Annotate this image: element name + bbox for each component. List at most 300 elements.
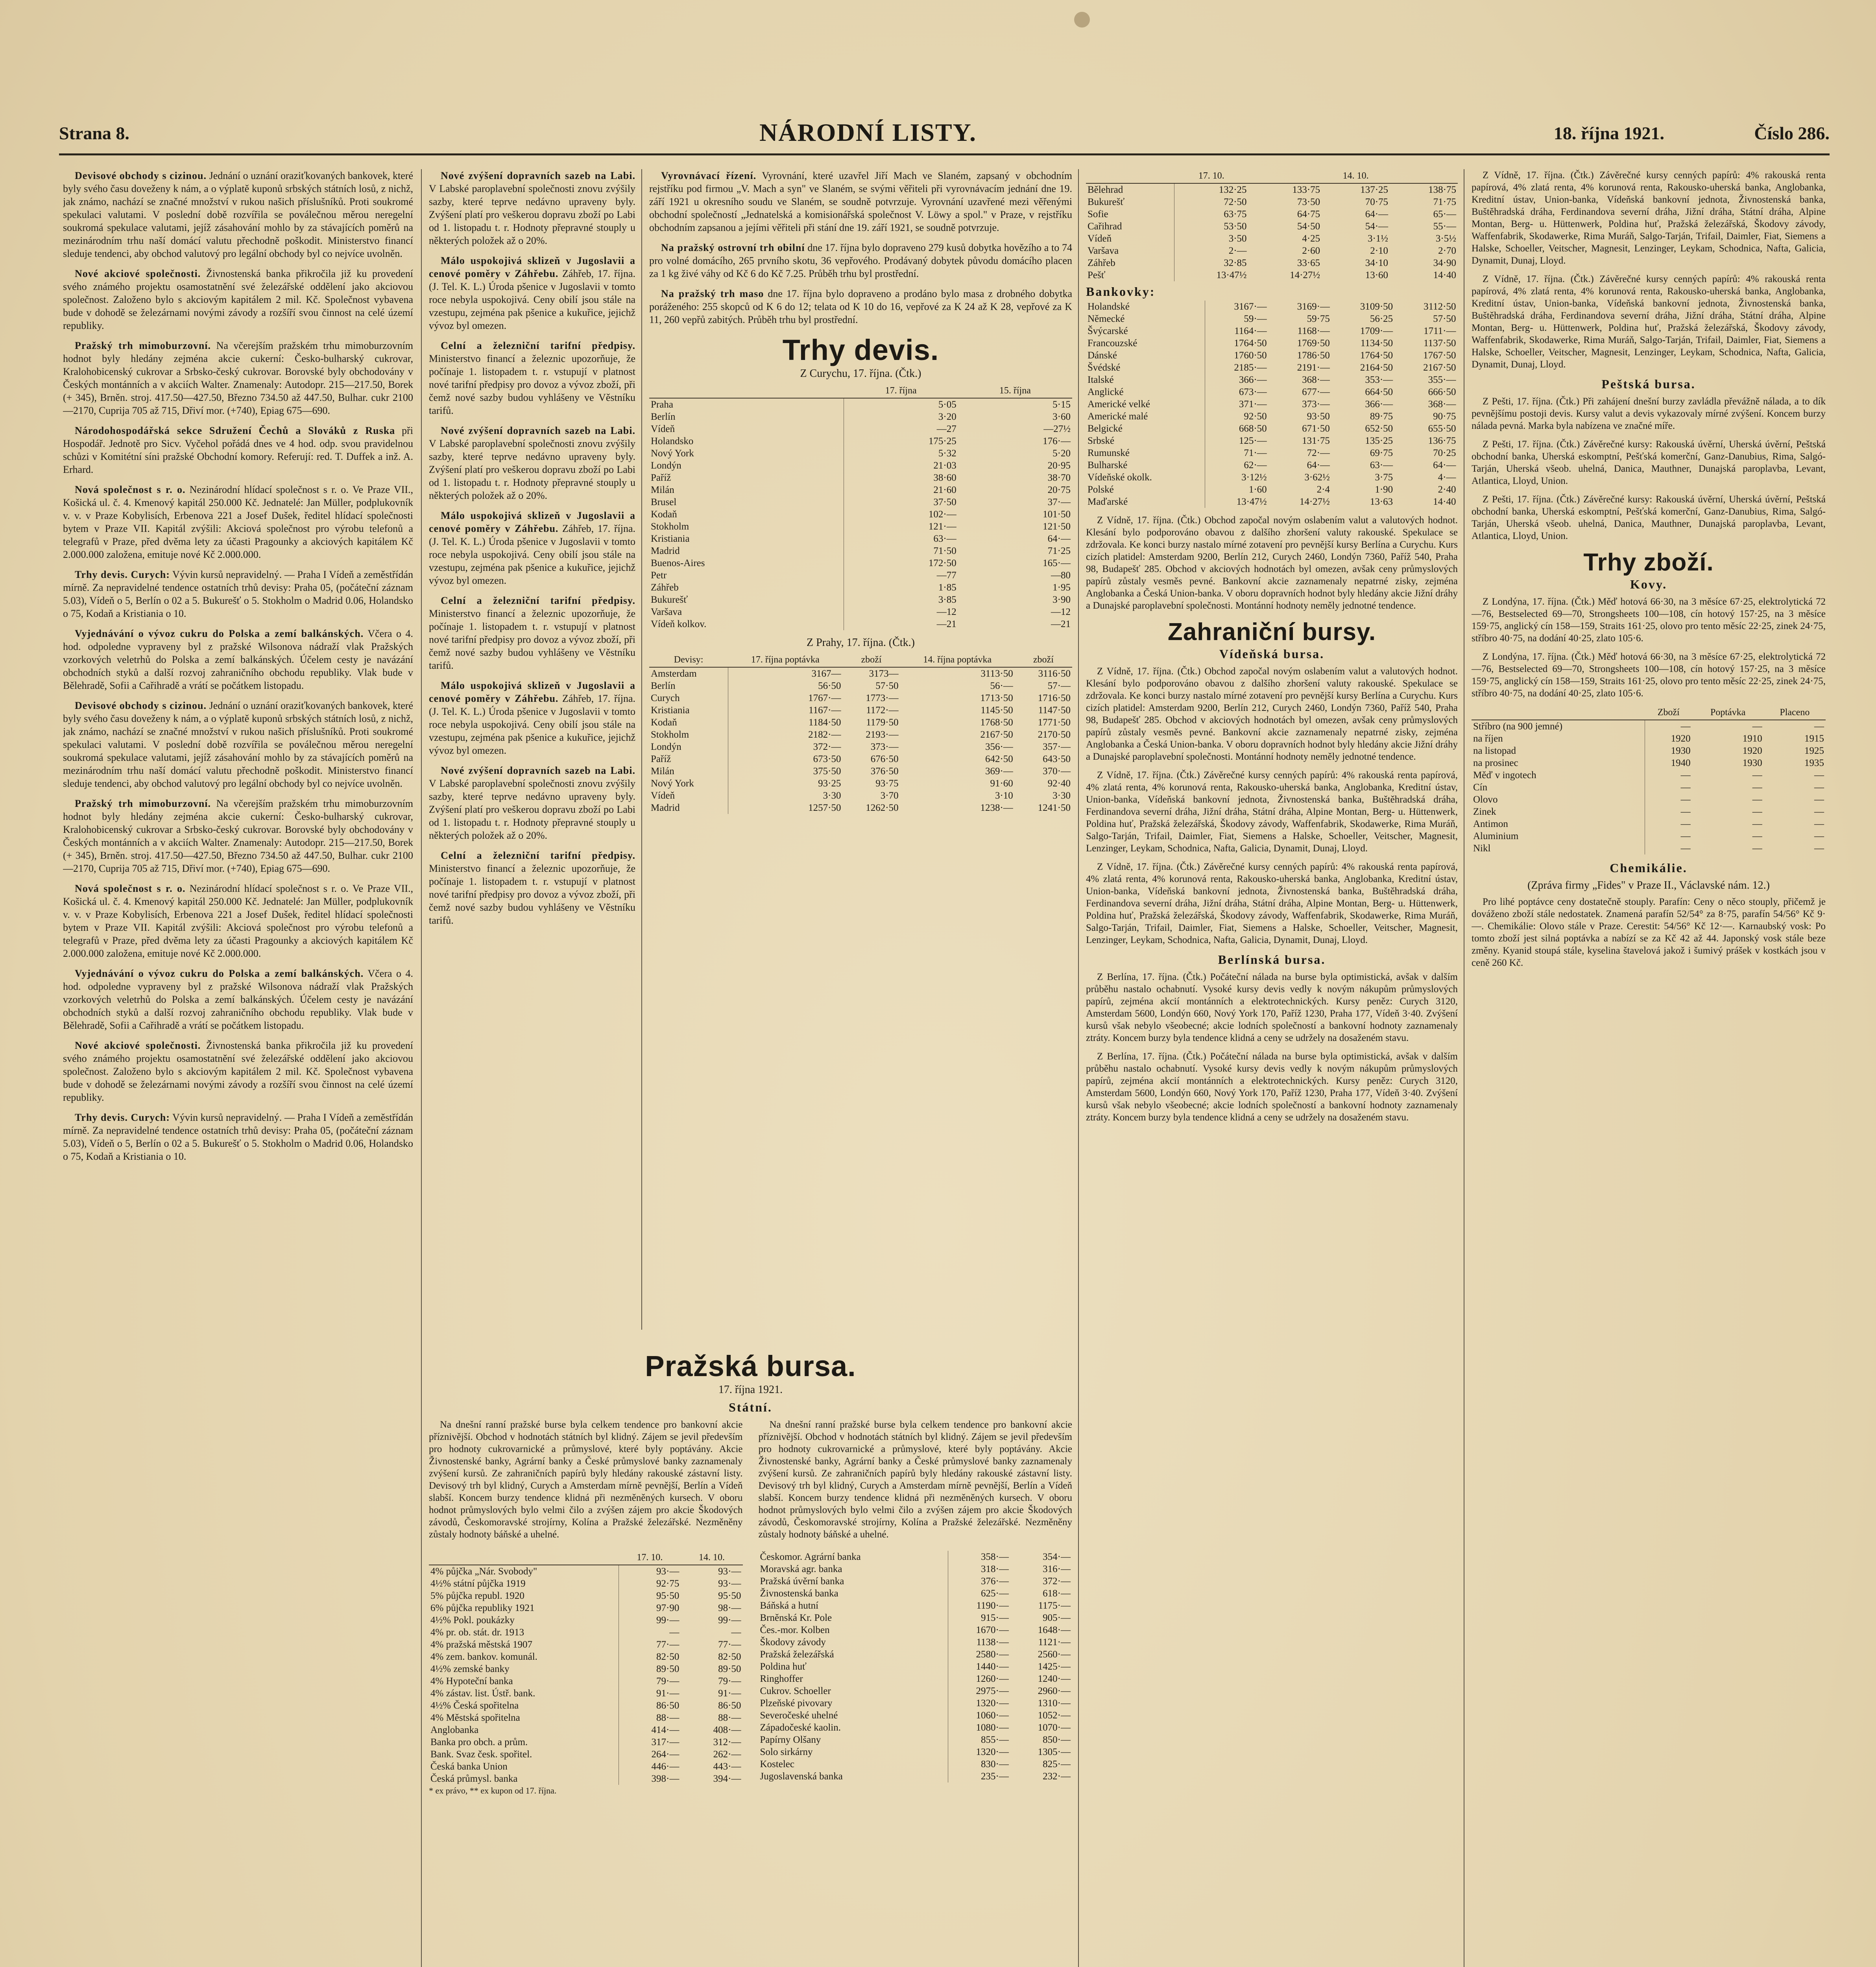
table-row <box>649 618 1072 630</box>
table-cell: 1771·50 <box>1038 717 1071 728</box>
row-label: Banka pro obch. a prům. <box>429 1736 619 1748</box>
table-cell: 1134·50 <box>1360 338 1393 349</box>
table-cell: 97·90 <box>656 1603 679 1613</box>
table-cell: 82·50 <box>718 1651 741 1662</box>
table-cell: 55·— <box>1433 221 1456 232</box>
table-cell: 1910 <box>1742 733 1762 744</box>
table-row <box>649 606 1072 618</box>
table-cell: 318·— <box>981 1564 1009 1574</box>
table-cell: 1940 <box>1671 758 1691 768</box>
table-row <box>649 533 1072 545</box>
bankovky-table <box>1086 301 1458 508</box>
table-cell: 357·— <box>1043 742 1071 752</box>
table-cell: 1052·— <box>1038 1710 1071 1721</box>
table-cell: 69·75 <box>1370 448 1393 458</box>
table-row <box>1086 410 1458 423</box>
table-cell: 64·— <box>1047 533 1071 544</box>
row-label: Záhřeb <box>649 581 844 594</box>
table-cell: 618·— <box>1043 1588 1071 1599</box>
table-cell: 5·05 <box>938 399 956 410</box>
table-cell: 38·60 <box>933 472 956 483</box>
table-cell: 3·30 <box>823 790 841 801</box>
table-cell: 414·— <box>651 1725 679 1735</box>
table-cell: 354·— <box>1043 1552 1071 1562</box>
table-cell: 71·50 <box>933 546 956 556</box>
row-label: Živnostenská banka <box>759 1587 948 1600</box>
row-label: Čes.-mor. Kolben <box>759 1624 948 1636</box>
article: Na pražský ostrovní trh obilní dne 17. října bylo dopraveno 279 kusů dobytka hovězího a to 74 pro volné domácího, 265 prvního skotu, 36 vepřového. Prodávaný dobytek původu domácího placen za 1 kg živé váhy od Kč 6 do Kč 7.25. Průběh trhu byl prostřední. <box>649 242 1072 279</box>
row-label: Stokholm <box>649 729 728 741</box>
table-cell: 1320·— <box>976 1698 1009 1709</box>
row-label: Bělehrad <box>1086 183 1174 196</box>
table-cell: 95·50 <box>656 1591 679 1601</box>
row-label: Srbské <box>1086 435 1205 447</box>
table-cell: 355·— <box>1428 375 1456 385</box>
row-label: Belgické <box>1086 423 1205 435</box>
table-cell: 4·— <box>1438 472 1456 483</box>
row-label: Paříž <box>649 753 728 765</box>
row-label: Madrid <box>649 802 728 814</box>
table-cell: 3116·50 <box>1038 668 1071 679</box>
table-cell: 62·— <box>1244 460 1267 471</box>
table-cell: 1121·— <box>1038 1637 1071 1648</box>
col-header: Placeno <box>1764 706 1826 720</box>
table-row <box>759 1685 1073 1697</box>
table-cell: 93·25 <box>818 778 841 789</box>
table-cell: 13·60 <box>1365 270 1389 280</box>
issue-number: Číslo 286. <box>1754 123 1830 143</box>
table-cell: — <box>731 1627 741 1638</box>
row-label: Bukurešť <box>649 594 844 606</box>
table-cell: 642·50 <box>985 754 1013 764</box>
viden-report: Z Vídně, 17. října. (Čtk.) Obchod započal novým oslabením valut a valutových hodnot. Klesání bylo podporováno obavou z dalšího zhoršení valuty rakouské. Spekulace se zdržovala. Ke konci burzy nastalo mírné zotavení pro pevnější kursy Berlína a Curychu. Kurs cizích platidel: Amsterdam 9200, Berlín 212, Curych 2460, Londýn 7360, Paříž 540, Praha 98, Budapešť 285. Obchod v akciových hodnotách byl omezen, avšak ceny průmyslových papírů zůstaly vesměs pevné. Bankovní akcie zaznamenaly nepatrné zisky, zejména Anglobanka a Česká Union-banka. V oboru dopravních hodnot byly hledány akcie Jižní dráhy a Dunajské paroplavební společnosti. Montánní hodnoty neměly jednotné tendence. Z Vídně, 17. října. (Čtk.) Závěrečné kursy cenných papírů: 4% rakouská renta papírová, 4% zlatá renta, 4% korunová renta, Rakousko-uherská banka, Anglobanka, Kreditní ústav, Union-banka, Vídeňská bankovní jednota, Živnostenská banka, Buštěhradská dráha, Ferdinandova severní dráha, Jižní dráha, Státní dráha, Alpine Montan, Berg- u. Hüttenwerk, Poldina huť, Pražská železářská, Škodovy závody, Waffenfabrik, Skodawerke, Rima Muráň, Salgo-Tarján, Trifail, Daimler, Fiat, Siemens a Halske, Schoeller, Veitscher, Magnesit, Lenzinger, Leykam, Schodnica, Nafta, Galicia, Dynamit, Dunaj, Lloyd. Z Vídně, 17. října. (Čtk.) Závěrečné kursy cenných papírů: 4% rakouská renta papírová, 4% zlatá renta, 4% korunová renta, Rakousko-uherská banka, Anglobanka, Kreditní ústav, Union-banka, Vídeňská bankovní jednota, Živnostenská banka, Buštěhradská dráha, Ferdinandova severní dráha, Jižní dráha, Státní dráha, Alpine Montan, Berg- u. Hüttenwerk, Poldina huť, Pražská železářská, Škodovy závody, Waffenfabrik, Skodawerke, Rima Muráň, Salgo-Tarján, Trifail, Daimler, Fiat, Siemens a Halske, Schoeller, Veitscher, Magnesit, Lenzinger, Leykam, Schodnica, Nafta, Galicia, Dynamit, Dunaj, Lloyd. <box>1086 666 1458 945</box>
table-cell: 1070·— <box>1038 1722 1071 1733</box>
table-cell: 372·— <box>813 742 841 752</box>
table-cell: 664·50 <box>1365 387 1393 397</box>
table-row <box>1472 720 1826 733</box>
table-cell: 1768·50 <box>980 717 1013 728</box>
row-label: Berlín <box>649 411 844 423</box>
article: Národohospodářská sekce Sdružení Čechů a Slováků z Ruska při Hospodář. Jednotě pro Sicv. Vyčehol pořádá dnes ve 4 hod. odp. svou pravidelnou schůzi v Komitétní síni pražské Obchodní komory. Referují: red. T. Duffek a inž. A. Erhard. <box>63 425 413 475</box>
table-cell: 2·70 <box>1438 245 1456 256</box>
table-cell: 1713·50 <box>980 693 1013 703</box>
table-cell: 93·— <box>656 1566 679 1577</box>
bursa-footnote: * ex právo, ** ex kupon od 17. října. <box>429 1786 557 1795</box>
table-cell: 372·— <box>1043 1576 1071 1587</box>
row-label: Americké malé <box>1086 410 1205 423</box>
table-row <box>759 1636 1073 1648</box>
table-cell: 1238·— <box>980 803 1013 813</box>
table-cell: 673·50 <box>813 754 841 764</box>
table-row <box>759 1673 1073 1685</box>
row-label: Polské <box>1086 483 1205 496</box>
table-cell: — <box>1752 819 1762 829</box>
table-cell: 1320·— <box>976 1747 1009 1757</box>
table-cell: 394·— <box>713 1773 741 1784</box>
table-cell: 54·50 <box>1297 221 1320 232</box>
table-cell: 71·75 <box>1433 197 1456 207</box>
table-cell: 125·— <box>1239 435 1267 446</box>
table-cell: 54·— <box>1365 221 1389 232</box>
table-row <box>1086 232 1458 245</box>
table-cell: 652·50 <box>1365 423 1393 434</box>
table-row <box>1086 374 1458 386</box>
table-row <box>759 1551 1073 1563</box>
article: Vyjednávání o vývoz cukru do Polska a zemí balkánských. Včera o 4. hod. odpoledne vypraveny byl z pražské Wilsonova nádraží vlak Pražských vzorkových veletrhů do Polska a zemí balkánských. Účelem cesty je navázání obchodních styků a další rozvoj zahraničního obchodu republiky. Vlak bude v Bělehradě, Sofii a Cařihradě a vrátí se počátkem listopadu. <box>63 628 413 691</box>
row-label: Báňská a hutní <box>759 1600 948 1612</box>
row-label: Vídeň <box>649 423 844 435</box>
row-label: Škodovy závody <box>759 1636 948 1648</box>
table-row <box>649 411 1072 423</box>
table-cell: 2193·— <box>866 729 899 740</box>
table-cell: 376·— <box>981 1576 1009 1587</box>
pest-report: Z Pešti, 17. října. (Čtk.) Při zahájení dnešní burzy zavládla převážně nálada, a to dík pevnějšímu postoji devis. Kursy valut a devis vykazovaly mírné zvýšení. Koncem burzy nálada pevná. Marka byla nabízena ve značné míře. Z Pešti, 17. října. (Čtk.) Závěrečné kursy: Rakouská úvěrní, Uherská úvěrní, Peštská obchodní banka, Uherská eskomptní, Pešťská komerční, Ganz-Danubius, Rima, Salgó-Tarján, Uherská všeob. uhelná, Danica, Mauthner, Dunajská paroplavba, Levant, Atlantica, Lloyd, Union. Z Pešti, 17. října. (Čtk.) Závěrečné kursy: Rakouská úvěrní, Uherská úvěrní, Peštská obchodní banka, Uherská eskomptní, Pešťská komerční, Ganz-Danubius, Rima, Salgó-Tarján, Uherská všeob. uhelná, Danica, Mauthner, Dunajská paroplavba, Levant, Atlantica, Lloyd, Union. <box>1472 396 1826 541</box>
table-cell: — <box>1814 831 1824 841</box>
row-label: na prosinec <box>1472 757 1645 769</box>
table-cell: 3·85 <box>938 594 956 605</box>
table-row <box>1086 245 1458 257</box>
row-label: 4½% zemské banky <box>429 1663 619 1675</box>
row-label: Ringhoffer <box>759 1673 948 1685</box>
table-row <box>1086 313 1458 325</box>
table-row <box>429 1699 743 1712</box>
table-cell: 398·— <box>651 1773 679 1784</box>
table-row <box>759 1563 1073 1575</box>
section-title-trhy-zbozi: Trhy zboží. <box>1583 549 1714 576</box>
article: Na pražský trh maso dne 17. října bylo dopraveno a prodáno bylo masa z drobného dobytka poráženého: 255 skopců od K 6 do 12; telata od K 10 do 16, vepřové za K 24 až K 28, vepřové za K 11, 260 vepřů zabitých. Průběh trhu byl prostřední. <box>649 288 1072 325</box>
row-label: Petr <box>649 569 844 581</box>
table-cell: 56·50 <box>818 681 841 691</box>
table-cell: 33·65 <box>1297 258 1320 268</box>
table-cell: 65·— <box>1433 209 1456 220</box>
table-row <box>649 496 1072 508</box>
table-row <box>429 1736 743 1748</box>
table-cell: 358·— <box>981 1552 1009 1562</box>
table-cell: 1930 <box>1671 745 1691 756</box>
table-cell: 59·— <box>1244 314 1267 324</box>
row-label: Holandské <box>1086 301 1205 313</box>
table-cell: 95·50 <box>718 1591 741 1601</box>
col-header: Poptávka <box>1692 706 1764 720</box>
table-row <box>759 1758 1073 1770</box>
row-label: Plzeňské pivovary <box>759 1697 948 1709</box>
table-row <box>759 1734 1073 1746</box>
table-row <box>1472 793 1826 806</box>
table-row <box>429 1724 743 1736</box>
table-cell: 91·— <box>656 1688 679 1699</box>
col-header: Devisy: <box>649 653 728 667</box>
chemikalie-report: Pro lihé poptávce ceny dostatečně stouply. Parafín: Ceny o něco stouply, přičemž je dováženo zboží stále nedostatek. Znamená parafín 52/54° za 8·75, parafín 54/56° Kč 9·—. Chemikálie: Olovo stále v Praze. Cerestit: 54/56° Kč 12·—. Karnaubský vosk: Po tomto zboží jest silná poptávka a nabízí se za Kč 42 až 44. Japonský vosk stále beze změny. Kyanid stoupá stále, kyselina štavelová jakož i šumivý prášek v kostkách jsou v ceně 260 Kč. <box>1472 897 1826 968</box>
row-label: Západočeské kaolin. <box>759 1722 948 1734</box>
table-row <box>649 777 1072 790</box>
table-row <box>1086 196 1458 208</box>
table-cell: —80 <box>1051 570 1071 581</box>
row-label: Nový York <box>649 447 844 459</box>
table-cell: 2580·— <box>976 1649 1009 1660</box>
table-cell: 77·— <box>656 1639 679 1650</box>
row-label: Rumunské <box>1086 447 1205 459</box>
row-label: 4% Městská spořitelna <box>429 1712 619 1724</box>
row-label: 6% půjčka republiky 1921 <box>429 1602 619 1614</box>
table-cell: — <box>1680 721 1691 732</box>
row-label: Paříž <box>649 472 844 484</box>
table-cell: 1262·50 <box>866 803 899 813</box>
table-cell: 1915 <box>1804 733 1824 744</box>
col-header <box>429 1551 619 1565</box>
row-label: Americké velké <box>1086 398 1205 410</box>
table-row <box>649 581 1072 594</box>
row-label: Vídeň <box>1086 232 1174 245</box>
table-cell: 3112·50 <box>1424 301 1456 312</box>
table-cell: 666·50 <box>1428 387 1456 397</box>
table-cell: 2560·— <box>1038 1649 1071 1660</box>
table-cell: 671·50 <box>1302 423 1330 434</box>
table-cell: 1172·— <box>866 705 899 716</box>
row-label: Londýn <box>649 459 844 472</box>
table-cell: 13·47½ <box>1216 270 1247 280</box>
table-cell: 2·60 <box>1302 245 1320 256</box>
table-row <box>759 1709 1073 1722</box>
table-cell: 668·50 <box>1239 423 1267 434</box>
table-cell: 376·50 <box>870 766 899 777</box>
col-header: 15. října <box>958 384 1072 398</box>
row-label: Švýcarské <box>1086 325 1205 337</box>
row-label: na říjen <box>1472 733 1645 745</box>
table-cell: 3·30 <box>1052 790 1071 801</box>
table-cell: 235·— <box>981 1771 1009 1782</box>
table-cell: 375·50 <box>813 766 841 777</box>
table-cell: 92·40 <box>1047 778 1071 789</box>
article: Vyjednávání o vývoz cukru do Polska a zemí balkánských. Včera o 4. hod. odpoledne vypraveny byl z pražské Wilsonova nádraží vlak Pražských vzorkových veletrhů do Polska a zemí balkánských. Účelem cesty je navázání obchodních styků a další rozvoj zahraničního obchodu republiky. Vlak bude v Bělehradě, Sofii a Cařihradě a vrátí se počátkem listopadu. <box>63 968 413 1031</box>
table-cell: — <box>1752 794 1762 805</box>
row-label: Švédské <box>1086 362 1205 374</box>
table-row <box>759 1624 1073 1636</box>
table-cell: 1184·50 <box>809 717 841 728</box>
table-row <box>429 1626 743 1639</box>
table-cell: 89·75 <box>1370 411 1393 422</box>
row-label: Aluminium <box>1472 830 1645 842</box>
row-label: Olovo <box>1472 793 1645 806</box>
section-title-trhy-devis: Trhy devis. <box>782 334 939 366</box>
table-cell: 312·— <box>713 1737 741 1747</box>
row-label: Německé <box>1086 313 1205 325</box>
table-cell: 1716·50 <box>1038 693 1071 703</box>
table-row <box>1086 362 1458 374</box>
table-cell: 1670·— <box>976 1625 1009 1635</box>
table-cell: 56·25 <box>1370 314 1393 324</box>
chemikalie-title: Chemikálie. <box>1610 861 1688 875</box>
table-cell: 72·50 <box>1224 197 1247 207</box>
table-row <box>429 1565 743 1578</box>
row-label: Milán <box>649 765 728 777</box>
table-row <box>1086 496 1458 508</box>
table-row <box>1472 781 1826 793</box>
article: Nové zvýšení dopravních sazeb na Labi. V Labské paroplavební společnosti znovu zvýšily sazby, které teprve nedávno upraveny byly. Zvýšení platí pro veškerou dopravu zboží po Labi od 1. listopadu t. r. Hodnoty přepravné stouply u některých položek až o 20%. <box>429 425 635 501</box>
article: Trhy devis. Curych: Vývin kursů nepravidelný. — Praha I Vídeň a zeměstřídán mírně. Za nepravidelné tendence ostatních trhů devisy: Praha 05, (počáteční záznam 5.03), Vídeň o 5, Berlín o 02 a 5. Bukurešť o 5. Stokholm o Madrid 0.06, Holandsko o 75, Kodaň a Kristiania o 10. <box>63 1112 413 1162</box>
table-cell: 1·95 <box>1052 582 1071 593</box>
table-cell: 99·— <box>656 1615 679 1626</box>
table-cell: 1920 <box>1671 733 1691 744</box>
table-row <box>649 520 1072 533</box>
table-row <box>649 569 1072 581</box>
row-label: Varšava <box>1086 245 1174 257</box>
table-cell: 3113·50 <box>980 668 1013 679</box>
col-header: 17. 10. <box>1174 169 1248 183</box>
row-label: Amsterdam <box>649 667 728 680</box>
table-cell: 1137·50 <box>1424 338 1456 349</box>
table-row <box>649 435 1072 447</box>
row-label: Kostelec <box>759 1758 948 1770</box>
table-cell: 655·50 <box>1428 423 1456 434</box>
table-cell: 121·50 <box>1043 521 1071 532</box>
table-cell: 2960·— <box>1038 1686 1071 1696</box>
table-cell: —27 <box>936 424 956 434</box>
row-label: Vídeň <box>649 790 728 802</box>
article: Nové zvýšení dopravních sazeb na Labi. V Labské paroplavební společnosti znovu zvýšily sazby, které teprve nedávno upraveny byly. Zvýšení platí pro veškerou dopravu zboží po Labi od 1. listopadu t. r. Hodnoty přepravné stouply u některých položek až o 20%. <box>429 765 635 841</box>
table-cell: — <box>1814 721 1824 732</box>
table-cell: 135·25 <box>1365 435 1393 446</box>
table-cell: 77·— <box>718 1639 741 1650</box>
table-row <box>649 423 1072 435</box>
column-rule <box>641 169 642 1330</box>
table-row <box>1086 349 1458 362</box>
table-cell: — <box>1752 721 1762 732</box>
row-label: Severočeské uhelné <box>759 1709 948 1722</box>
table-cell: 64·— <box>1307 460 1330 471</box>
table-cell: 2170·50 <box>1038 729 1071 740</box>
table-cell: 1080·— <box>976 1722 1009 1733</box>
bursa-table <box>429 1551 1072 1785</box>
table-cell: 643·50 <box>1043 754 1071 764</box>
bursa-report: Na dnešní ranní pražské burse byla celkem tendence pro bankovní akcie příznivější. Obchod v hodnotách státních byl klidný. Zájem se jevil především pro hodnoty cukrovarnické a průmyslové, které byly poptávány. Akcie Živnostenské banky, Agrární banky a České průmyslové banky zaznamenaly zvýšení kursů. Ze zahraničních papírů byly hledány rakouské zástavní listy. Devisový trh byl klidný, Curych a Amsterdam mírně pevnější, Berlín a Vídeň slabší. Koncem burzy tendence klidná při nezměněných kursech. V oboru hodnot průmyslových bylo velmi čilo a zvýšen zájem pro akcie Škodových závodů, Českomoravské strojírny, Kolína a Pražské železářské. Nezměněny zůstaly hodnoty báňské a uhelné. Na dnešní ranní pražské burse byla celkem tendence pro bankovní akcie příznivější. Obchod v hodnotách státních byl klidný. Zájem se jevil především pro hodnoty cukrovarnické a průmyslové, které byly poptávány. Akcie Živnostenské banky, Agrární banky a České průmyslové banky zaznamenaly zvýšení kursů. Ze zahraničních papírů byly hledány rakouské zástavní listy. Devisový trh byl klidný, Curych a Amsterdam mírně pevnější, Berlín a Vídeň slabší. Koncem burzy tendence klidná při nezměněných kursech. V oboru hodnot průmyslových bylo velmi čilo a zvýšen zájem pro akcie Škodových závodů, Českomoravské strojírny, Kolína a Pražské železářské. Nezměněny zůstaly hodnoty báňské a uhelné. <box>429 1419 1072 1540</box>
table-cell: 2975·— <box>976 1686 1009 1696</box>
table-row <box>759 1600 1073 1612</box>
table-cell: 1241·50 <box>1038 803 1071 813</box>
table-cell: — <box>1752 831 1762 841</box>
table-cell: 2·— <box>1228 245 1247 256</box>
table-row <box>649 729 1072 741</box>
table-cell: 356·— <box>985 742 1013 752</box>
row-label: Bank. Svaz česk. spořitel. <box>429 1748 619 1760</box>
table-row <box>429 1748 743 1760</box>
table-row <box>649 716 1072 729</box>
table-cell: 1425·— <box>1038 1661 1071 1672</box>
row-label: 4% pražská městská 1907 <box>429 1639 619 1651</box>
row-label: Anglobanka <box>429 1724 619 1736</box>
column-rule <box>421 169 422 1967</box>
table-cell: 1145·50 <box>980 705 1013 716</box>
row-label: Solo sirkárny <box>759 1746 948 1758</box>
table-cell: 92·75 <box>656 1578 679 1589</box>
table-cell: 34·10 <box>1365 258 1389 268</box>
row-label: Sofie <box>1086 208 1174 220</box>
table-cell: 1305·— <box>1038 1747 1071 1757</box>
section-title-zahranicni-bursy: Zahraniční bursy. <box>1167 618 1376 646</box>
table-row <box>1086 301 1458 313</box>
row-label: Pešť <box>1086 269 1174 281</box>
row-label: 5% půjčka republ. 1920 <box>429 1590 619 1602</box>
table-cell: 1760·50 <box>1234 350 1267 361</box>
table-cell: 369·— <box>985 766 1013 777</box>
list-report: Z Vídně, 17. října. (Čtk.) Závěrečné kursy cenných papírů: 4% rakouská renta papírová, 4% zlatá renta, 4% korunová renta, Rakousko-uherská banka, Anglobanka, Kreditní ústav, Union-banka, Vídeňská bankovní jednota, Živnostenská banka, Buštěhradská dráha, Ferdinandova severní dráha, Jižní dráha, Státní dráha, Alpine Montan, Berg- u. Hüttenwerk, Poldina huť, Pražská železářská, Škodovy závody, Waffenfabrik, Skodawerke, Rima Muráň, Salgo-Tarján, Trifail, Daimler, Fiat, Siemens a Halske, Schoeller, Veitscher, Magnesit, Lenzinger, Leykam, Schodnica, Nafta, Galicia, Dynamit, Dunaj, Lloyd. Z Vídně, 17. října. (Čtk.) Závěrečné kursy cenných papírů: 4% rakouská renta papírová, 4% zlatá renta, 4% korunová renta, Rakousko-uherská banka, Anglobanka, Kreditní ústav, Union-banka, Vídeňská bankovní jednota, Živnostenská banka, Buštěhradská dráha, Ferdinandova severní dráha, Jižní dráha, Státní dráha, Alpine Montan, Berg- u. Hüttenwerk, Poldina huť, Pražská železářská, Škodovy závody, Waffenfabrik, Skodawerke, Rima Muráň, Salgo-Tarján, Trifail, Daimler, Fiat, Siemens a Halske, Schoeller, Veitscher, Magnesit, Lenzinger, Leykam, Schodnica, Nafta, Galicia, Dynamit, Dunaj, Lloyd. <box>1472 170 1826 370</box>
col-header: 14. 10. <box>681 1551 742 1565</box>
row-label: Vídeňské okolk. <box>1086 471 1205 483</box>
table-cell: 1764·50 <box>1360 350 1393 361</box>
table-cell: 3·70 <box>880 790 899 801</box>
row-label: 4% Hypoteční banka <box>429 1675 619 1687</box>
table-cell: 1773·— <box>866 693 899 703</box>
table-row <box>429 1760 743 1773</box>
row-label: Anglické <box>1086 386 1205 398</box>
row-label: Kristiania <box>649 533 844 545</box>
table-row <box>1086 447 1458 459</box>
col-header: 17. října <box>844 384 958 398</box>
table-cell: 57·— <box>1047 681 1071 691</box>
table-row <box>429 1614 743 1626</box>
table-cell: 2·10 <box>1370 245 1389 256</box>
table-cell: 64·— <box>1433 460 1456 471</box>
col-header: 14. 10. <box>1322 169 1390 183</box>
table-cell: 93·— <box>718 1566 741 1577</box>
table-row <box>649 545 1072 557</box>
page-number: Strana 8. <box>59 123 129 143</box>
table-cell: — <box>1814 806 1824 817</box>
table-cell: 86·50 <box>718 1700 741 1711</box>
table-cell: 1764·50 <box>1234 338 1267 349</box>
table-cell: 673·— <box>1239 387 1267 397</box>
table-cell: — <box>1814 819 1824 829</box>
table-cell: 1310·— <box>1038 1698 1071 1709</box>
table-cell: 64·— <box>1365 209 1389 220</box>
table-cell: —21 <box>1051 619 1071 629</box>
table-row <box>429 1773 743 1785</box>
table-cell: 5·20 <box>1052 448 1071 459</box>
table-row <box>759 1746 1073 1758</box>
table-cell: 1930 <box>1742 758 1762 768</box>
table-cell: 165·— <box>1043 558 1071 568</box>
table-cell: 53·50 <box>1224 221 1247 232</box>
table-cell: 14·27½ <box>1290 270 1320 280</box>
table-row <box>1086 208 1458 220</box>
column-rule <box>1078 169 1079 1967</box>
table-cell: 79·— <box>718 1676 741 1687</box>
table-row <box>649 508 1072 520</box>
column-3 <box>649 169 1072 1290</box>
berlin-bursa-title: Berlínská bursa. <box>1218 952 1326 967</box>
table-cell: 90·75 <box>1433 411 1456 422</box>
table-cell: 5·32 <box>938 448 956 459</box>
table-cell: 3173— <box>869 668 899 679</box>
issue-date: 18. října 1921. <box>1553 123 1664 143</box>
praha-devis-table <box>649 653 1072 814</box>
table-cell: 91·60 <box>990 778 1013 789</box>
table-cell: 133·75 <box>1292 185 1320 195</box>
row-label: Nikl <box>1472 842 1645 854</box>
viden-bursa-title: Vídeňská bursa. <box>1219 647 1325 661</box>
table-cell: 371·— <box>1239 399 1267 410</box>
table-cell: 138·75 <box>1428 185 1456 195</box>
bursa-date: 17. října 1921. <box>718 1384 783 1396</box>
table-cell: 175·25 <box>928 436 956 447</box>
table-row <box>649 802 1072 814</box>
article: Nové akciové společnosti. Živnostenská banka přikročila již ku provedení svého známého projektu osamostatnění své železářské oddělení jako akciovou společnost. Založeno bylo s akciovým kapitálem 2 mil. Kč. Společnost vybavena bude v dohodě se železárnami novými závody a rozšíří svou činnost na celé území republiky. <box>63 268 413 331</box>
table-cell: 3·20 <box>938 411 956 422</box>
article: Nové zvýšení dopravních sazeb na Labi. V Labské paroplavební společnosti znovu zvýšily sazby, které teprve nedávno upraveny byly. Zvýšení platí pro veškerou dopravu zboží po Labi od 1. listopadu t. r. Hodnoty přepravné stouply u některých položek až o 20%. <box>429 170 635 246</box>
table-cell: 1769·50 <box>1297 338 1330 349</box>
table-row <box>759 1587 1073 1600</box>
table-cell: 20·75 <box>1047 485 1071 495</box>
table-cell: 3·75 <box>1375 472 1393 483</box>
